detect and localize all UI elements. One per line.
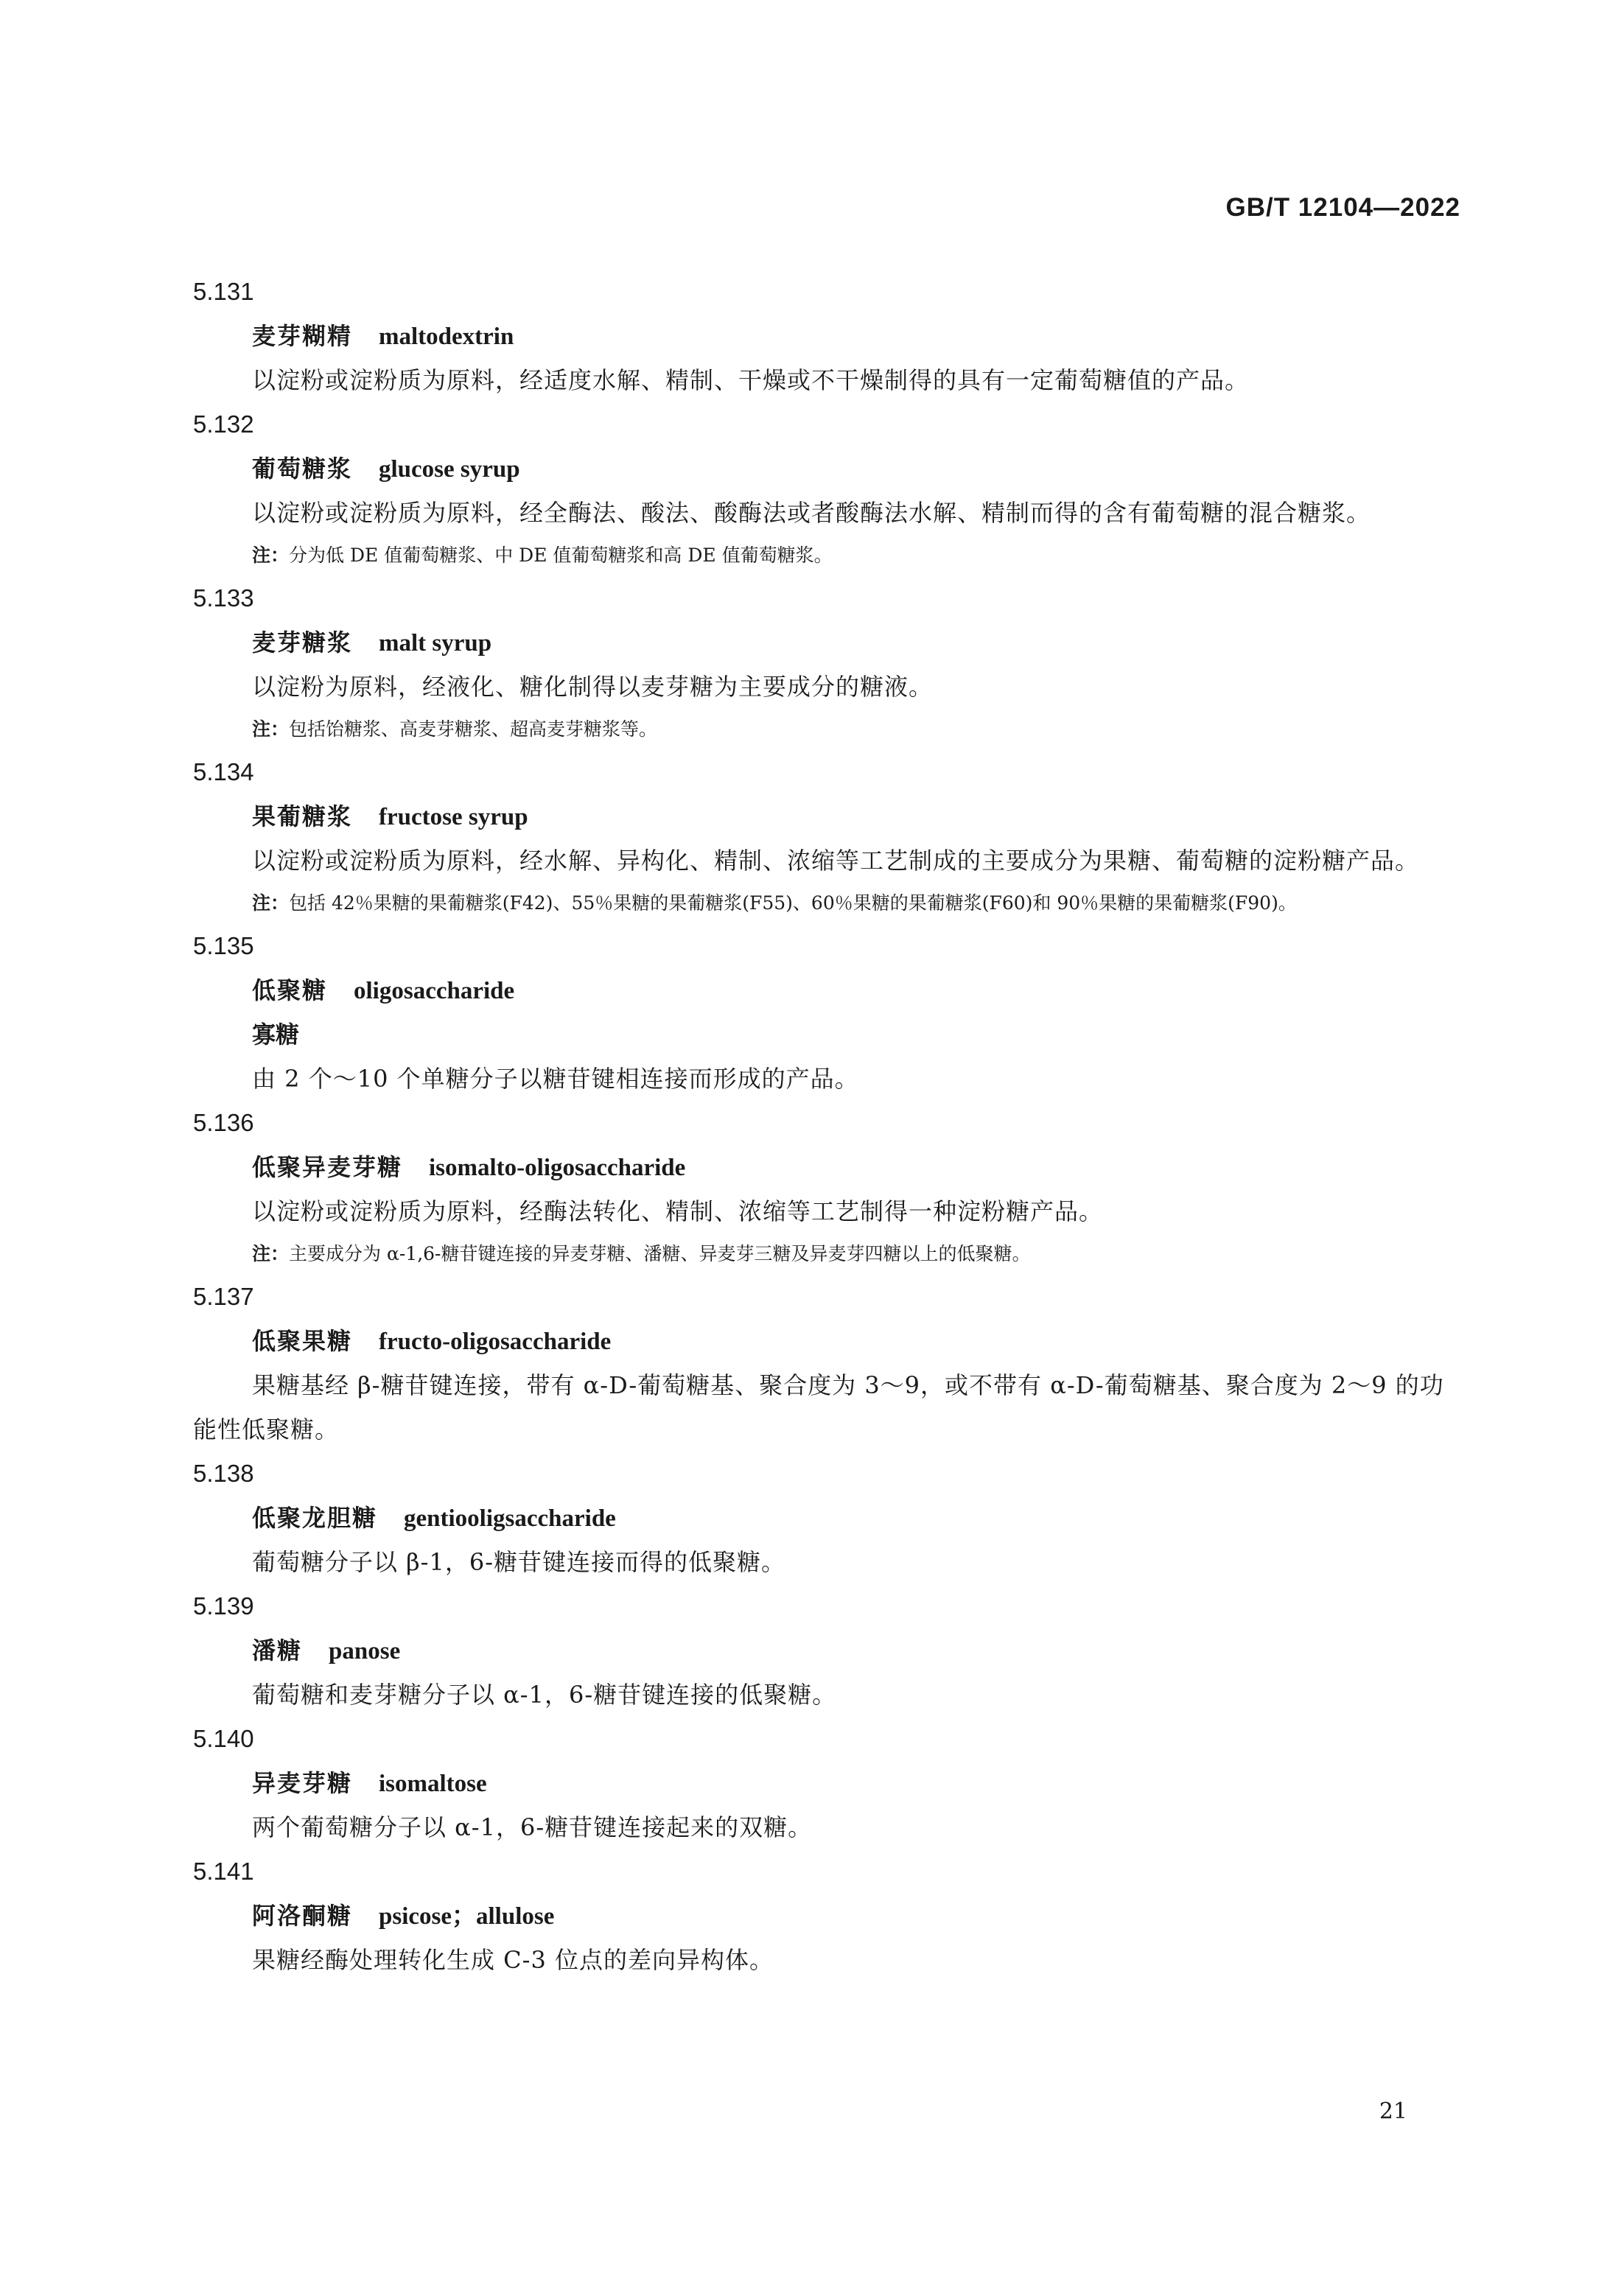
term-heading: [252, 314, 1460, 358]
note-text: 主要成分为 α-1,6-糖苷键连接的异麦芽糖、潘糖、异麦芽三糖及异麦芽四糖以上的低聚糖。: [289, 1243, 1031, 1264]
term-en: glucose syrup: [379, 456, 520, 483]
entry-number: 5.134: [193, 758, 254, 785]
term-note: [193, 709, 1460, 750]
term-en: fructose syrup: [379, 804, 528, 830]
entry-number: 5.139: [193, 1592, 254, 1620]
term-zh: 麦芽糖浆: [252, 629, 353, 657]
term-definition: 果糖基经 β-糖苷键连接，带有 α-D-葡萄糖基、聚合度为 3～9，或不带有 α-D-葡萄糖基、聚合度为 2～9 的功能性低聚糖。: [193, 1371, 1444, 1443]
term-heading: [252, 620, 1460, 665]
term-heading: [252, 1319, 1460, 1363]
term-zh: 低聚果糖: [252, 1327, 353, 1355]
term-zh: 葡萄糖浆: [252, 455, 353, 483]
term-definition: 以淀粉为原料，经液化、糖化制得以麦芽糖为主要成分的糖液。: [252, 673, 934, 701]
entry-number: 5.132: [193, 410, 254, 438]
entry-number: 5.136: [193, 1109, 254, 1136]
term-definition: 以淀粉或淀粉质为原料，经适度水解、精制、干燥或不干燥制得的具有一定葡萄糖值的产品。: [252, 366, 1250, 394]
page-number: 21: [1379, 2098, 1407, 2124]
term-zh: 低聚龙胆糖: [252, 1504, 378, 1532]
term-zh: 果葡糖浆: [252, 802, 353, 830]
term-en: maltodextrin: [379, 323, 514, 350]
term-heading: [252, 1894, 1460, 1938]
entry-number: 5.138: [193, 1460, 254, 1487]
term-en: psicose；allulose: [379, 1903, 555, 1930]
term-note: [193, 535, 1460, 576]
entry-number: 5.137: [193, 1283, 254, 1310]
term-en: panose: [329, 1638, 401, 1664]
term-heading: [252, 1761, 1460, 1805]
term-definition: 两个葡萄糖分子以 α-1，6-糖苷键连接起来的双糖。: [252, 1813, 813, 1841]
term-heading: [252, 794, 1460, 839]
note-text: 包括饴糖浆、高麦芽糖浆、超高麦芽糖浆等。: [289, 718, 658, 740]
term-zh: 麦芽糊精: [252, 322, 353, 350]
term-zh: 潘糖: [252, 1636, 303, 1664]
entry-number: 5.140: [193, 1725, 254, 1752]
term-note: [193, 1233, 1460, 1275]
entry-number: 5.135: [193, 932, 254, 959]
term-definition: 以淀粉或淀粉质为原料，经全酶法、酸法、酸酶法或者酸酶法水解、精制而得的含有葡萄糖的混合糖浆。: [252, 499, 1371, 527]
term-definition: 葡萄糖分子以 β-1，6-糖苷键连接而得的低聚糖。: [252, 1548, 786, 1576]
term-en: oligosaccharide: [354, 978, 515, 1004]
term-heading: [252, 1496, 1460, 1540]
term-heading: [252, 1145, 1460, 1189]
standard-code: GB/T 12104—2022: [1225, 193, 1460, 222]
term-zh: 低聚糖: [252, 976, 328, 1004]
note-text: 分为低 DE 值葡萄糖浆、中 DE 值葡萄糖浆和高 DE 值葡萄糖浆。: [289, 545, 833, 566]
term-zh: 阿洛酮糖: [252, 1902, 353, 1930]
note-label: 注：: [252, 892, 290, 914]
term-definition: 果糖经酶处理转化生成 C-3 位点的差向异构体。: [252, 1946, 774, 1974]
term-heading: [252, 968, 1460, 1012]
term-en: isomaltose: [379, 1771, 487, 1797]
note-label: 注：: [252, 718, 290, 740]
term-heading: [252, 447, 1460, 491]
term-en: malt syrup: [379, 630, 492, 657]
term-zh: 异麦芽糖: [252, 1769, 353, 1797]
term-definition: 由 2 个～10 个单糖分子以糖苷键相连接而形成的产品。: [252, 1065, 859, 1093]
term-synonym: 寡糖: [252, 1021, 300, 1049]
term-definition: 以淀粉或淀粉质为原料，经酶法转化、精制、浓缩等工艺制得一种淀粉糖产品。: [252, 1197, 1104, 1225]
term-heading: [252, 1628, 1460, 1673]
term-definition: 以淀粉或淀粉质为原料，经水解、异构化、精制、浓缩等工艺制成的主要成分为果糖、葡萄糖的淀粉糖产品。: [252, 847, 1420, 875]
term-zh: 低聚异麦芽糖: [252, 1153, 403, 1181]
term-en: fructo-oligosaccharide: [379, 1328, 612, 1355]
entry-number: 5.141: [193, 1858, 254, 1885]
term-definition: 葡萄糖和麦芽糖分子以 α-1，6-糖苷键连接的低聚糖。: [252, 1681, 837, 1709]
note-label: 注：: [252, 1243, 290, 1264]
note-text: 包括 42％果糖的果葡糖浆(F42)、55％果糖的果葡糖浆(F55)、60％果糖的果葡糖浆(F60)和 90％果糖的果葡糖浆(F90)。: [289, 892, 1297, 914]
term-note: [193, 883, 1460, 924]
term-en: gentiooligsaccharide: [404, 1505, 616, 1532]
entry-number: 5.133: [193, 584, 254, 612]
note-label: 注：: [252, 545, 290, 566]
terms-list: [193, 270, 1460, 1982]
entry-number: 5.131: [193, 278, 254, 305]
term-en: isomalto-oligosaccharide: [429, 1155, 686, 1181]
